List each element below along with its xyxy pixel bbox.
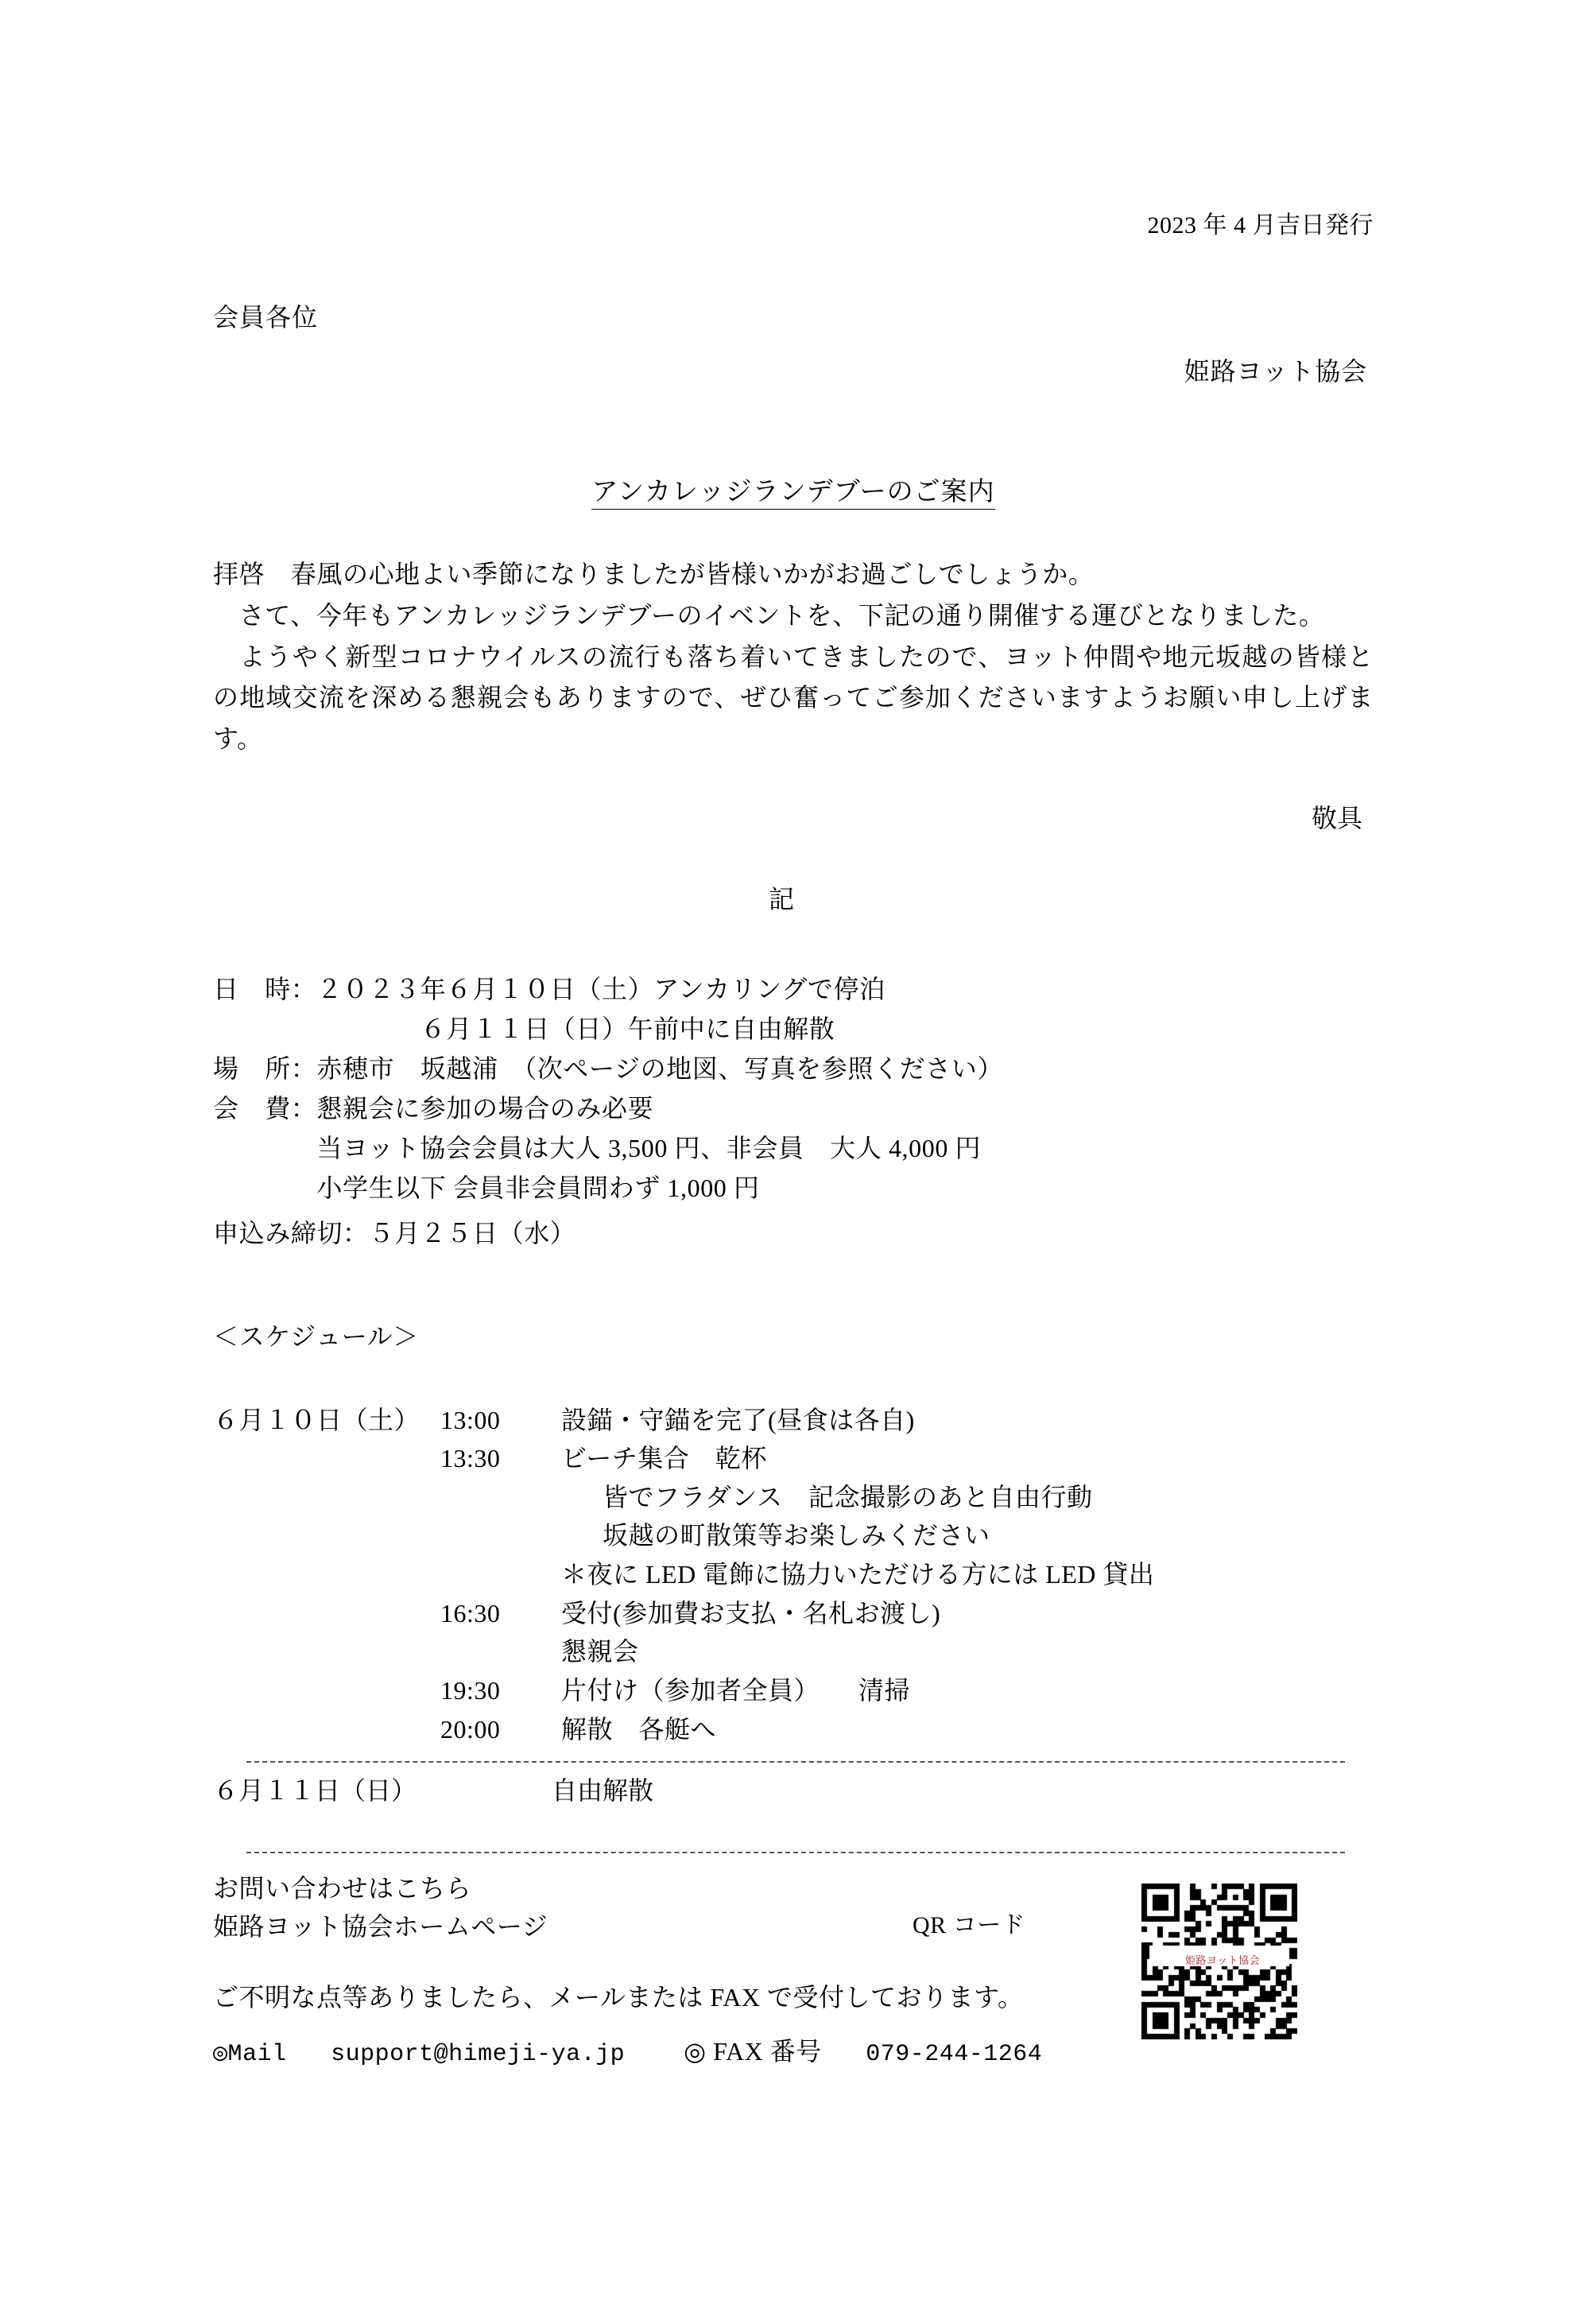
- detail-value: 当ヨット協会会員は大人 3,500 円、非会員 大人 4,000 円: [213, 1133, 982, 1162]
- schedule-row: [213, 1478, 1374, 1517]
- detail-value: ６月１１日（日）午前中に自由解散: [213, 1015, 835, 1044]
- schedule-row: [213, 1671, 1374, 1710]
- schedule-row: [213, 1555, 1374, 1594]
- detail-row: [213, 1010, 1374, 1049]
- divider: [246, 1761, 1345, 1763]
- page-title-text: アンカレッジランデブーのご案内: [591, 478, 994, 510]
- detail-row: [213, 1089, 1374, 1129]
- page-title: [213, 471, 1374, 508]
- schedule-list: [213, 1401, 1374, 1749]
- schedule-row: [213, 1516, 1374, 1555]
- detail-value: ２０２３年６月１０日（土）アンカリングで停泊: [316, 975, 886, 1004]
- detail-label: 場 所：: [213, 1053, 317, 1083]
- schedule-desc: ビーチ集合 乾杯: [561, 1444, 767, 1473]
- fax-prefix: ◎ FAX 番号: [684, 2037, 822, 2066]
- paragraph-2: さて、今年もアンカレッジランデブーのイベントを、下記の通り開催する運びとなりました。: [213, 600, 1325, 630]
- schedule-desc: 片付け（参加者全員） 清掃: [561, 1675, 911, 1705]
- schedule-desc: 解散 各艇へ: [561, 1714, 717, 1744]
- detail-row: [213, 1129, 1374, 1169]
- schedule-time: 20:00: [440, 1714, 501, 1744]
- document-body: [213, 0, 1374, 2068]
- schedule-desc: 坂越の町散策等お楽しみください: [603, 1521, 990, 1550]
- schedule-desc: 皆でフラダンス 記念撮影のあと自由行動: [603, 1482, 1093, 1511]
- schedule-row: [213, 1439, 1374, 1478]
- ki-marker: 記: [768, 885, 794, 914]
- schedule-row: [213, 1632, 1374, 1671]
- schedule-note: ＊夜に LED 電飾に協力いただける方には LED 貸出: [561, 1560, 1155, 1589]
- greeting-body: [213, 554, 1374, 760]
- closing-salutation: 敬具: [1311, 804, 1362, 833]
- schedule-time: 13:00: [440, 1405, 501, 1434]
- detail-label: 会 費：: [213, 1093, 317, 1123]
- sender-organization: 姫路ヨット協会: [1184, 357, 1367, 386]
- schedule-desc: 自由解散: [552, 1776, 654, 1806]
- detail-value: 小学生以下 会員非会員問わず 1,000 円: [213, 1173, 760, 1202]
- qr-code-caption: 姫路ヨット協会: [1184, 1954, 1261, 1966]
- schedule-desc: 懇親会: [561, 1637, 639, 1666]
- schedule-row: [213, 1401, 1374, 1440]
- divider: [246, 1852, 1345, 1853]
- detail-row: [213, 1049, 1374, 1089]
- schedule-time: 16:30: [440, 1598, 501, 1628]
- schedule-date: ６月１１日（日）: [213, 1776, 417, 1806]
- contact-heading: お問い合わせはこちら: [213, 1874, 472, 1903]
- paragraph-1: 拝啓 春風の心地よい季節になりましたが皆様いかがお過ごしでしょうか。: [213, 560, 1095, 588]
- event-details: [213, 970, 1374, 1208]
- homepage-label: 姫路ヨット協会ホームページ: [213, 1912, 548, 1942]
- detail-label: 日 時：: [213, 975, 317, 1004]
- issue-date: 2023 年 4 月吉日発行: [1147, 212, 1374, 239]
- schedule-heading: ＜スケジュール＞: [213, 1321, 419, 1351]
- schedule-row-final: [213, 1771, 1374, 1807]
- contact-note: ご不明な点等ありましたら、メールまたは FAX で受付しております。: [213, 1983, 1024, 2012]
- schedule-time: 19:30: [440, 1675, 501, 1705]
- schedule-desc: 設錨・守錨を完了(昼食は各自): [561, 1405, 915, 1434]
- fax-number: 079-244-1264: [866, 2041, 1043, 2069]
- addressee: 会員各位: [213, 303, 319, 332]
- schedule-desc: 受付(参加費お支払・名札お渡し): [561, 1598, 941, 1628]
- detail-row: [213, 970, 1374, 1010]
- application-deadline: 申込み締切：５月２５日（水）: [213, 1218, 576, 1247]
- detail-value: 懇親会に参加の場合のみ必要: [316, 1093, 654, 1123]
- schedule-row: [213, 1594, 1374, 1633]
- schedule-date: ６月１０日（土）: [213, 1405, 420, 1434]
- qr-code-label: QR コード: [913, 1912, 1026, 1939]
- schedule-row: [213, 1710, 1374, 1749]
- paragraph-3: ようやく新型コロナウイルスの流行も落ち着いてきましたので、ヨット仲間や地元坂越の皆様との地域交流を深める懇親会もありますので、ぜひ奮ってご参加くださいますようお願い申し上げます。: [213, 642, 1374, 754]
- detail-row: [213, 1169, 1374, 1209]
- detail-value: 赤穂市 坂越浦 （次ページの地図、写真を参照ください）: [316, 1053, 1003, 1083]
- mail-prefix: ◎Mail: [213, 2041, 287, 2069]
- schedule-time: 13:30: [440, 1444, 501, 1473]
- mail-address: support@himeji-ya.jp: [331, 2041, 626, 2069]
